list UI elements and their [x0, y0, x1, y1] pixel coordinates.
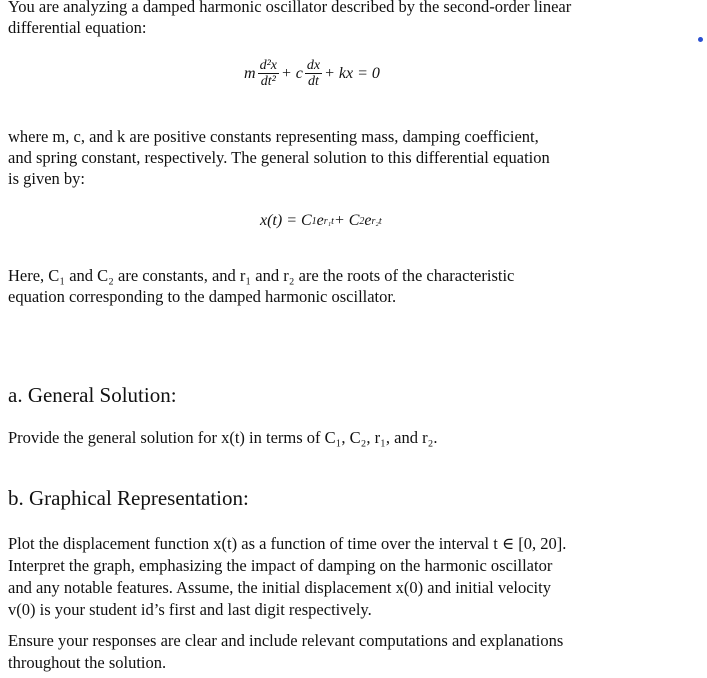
eq2-e1: e: [316, 212, 324, 229]
fraction-first-derivative: [305, 58, 322, 89]
section-b-line-3: and any notable features. Assume, the initial displacement x(0) and initial velocity: [8, 578, 551, 597]
den: dt: [308, 74, 319, 89]
para2-line-2: and spring constant, respectively. The general solution to this differential equation: [8, 148, 550, 167]
closing-line-1: Ensure your responses are clear and include relevant computations and explanations: [8, 631, 564, 650]
section-b-line-4: v(0) is your student id’s first and last digit respectively.: [8, 600, 372, 619]
section-b-heading: b. Graphical Representation:: [8, 486, 249, 510]
section-a-line-1: Provide the general solution for x(t) in terms of C₁, C₂, r₁, and r₂.: [8, 428, 438, 447]
para3-line-2: equation corresponding to the damped harmonic oscillator.: [8, 287, 397, 306]
eq2-e2: e: [364, 212, 372, 229]
eq2-sub2: 2: [359, 215, 365, 227]
eq-m: m: [244, 64, 256, 82]
num: d²x: [259, 58, 277, 73]
num: dx: [306, 58, 321, 73]
section-a-heading: a. General Solution:: [8, 383, 177, 407]
eq2-exp1: r₁t: [323, 215, 334, 227]
differential-equation: [244, 58, 380, 89]
section-b-line-2: Interpret the graph, emphasizing the impact of damping on the harmonic oscillator: [8, 556, 553, 575]
eq2-mid: + C: [333, 212, 360, 229]
closing-line-2: throughout the solution.: [8, 653, 167, 672]
para3-line-1: Here, C₁ and C₂ are constants, and r₁ and r₂ are the roots of the characteristic: [8, 266, 515, 285]
den: dt²: [260, 74, 276, 89]
eq-rest: + kx = 0: [324, 64, 380, 82]
eq2-exp2: r₂t: [371, 215, 382, 227]
intro-line-1: You are analyzing a damped harmonic oscillator described by the second-order linear: [8, 0, 572, 16]
general-solution-equation: [260, 212, 382, 230]
eq2-sub1: 1: [311, 215, 317, 227]
blue-dot-marker: [698, 37, 703, 42]
eq-c: + c: [280, 64, 303, 82]
intro-line-2: differential equation:: [8, 18, 147, 37]
eq2-lhs: x(t) = C: [260, 212, 312, 229]
para2-line-3: is given by:: [8, 169, 85, 188]
fraction-second-derivative: [258, 58, 279, 89]
para2-line-1: where m, c, and k are positive constants representing mass, damping coefficient,: [8, 127, 539, 146]
section-b-line-1: Plot the displacement function x(t) as a function of time over the interval t ∈ [0, 20].: [8, 534, 567, 553]
